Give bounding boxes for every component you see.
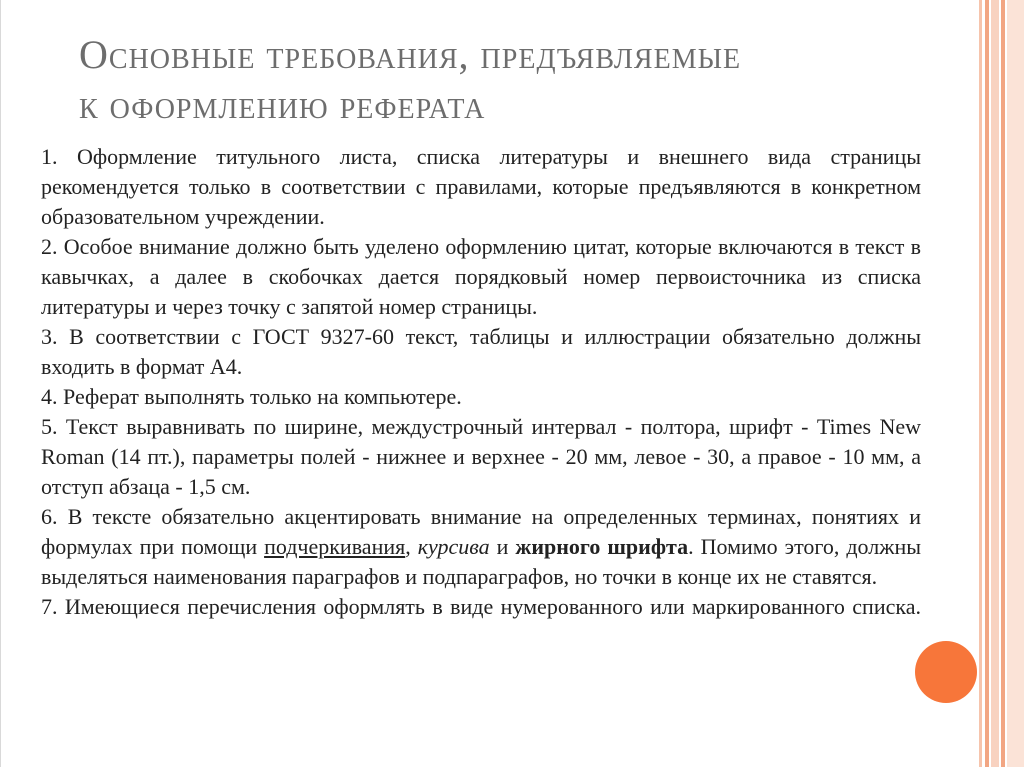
- list-item-7: 7. Имеющиеся перечисления оформлять в виде нумерованного или маркированного списка.: [41, 594, 921, 619]
- decorative-stripe: [991, 0, 999, 767]
- decorative-stripe: [1007, 0, 1024, 767]
- list-item-6-comma: ,: [405, 534, 418, 559]
- list-item-3: 3. В соответствии с ГОСТ 9327-60 текст, таблицы и иллюстрации обязательно должны входить в формат А4.: [41, 324, 921, 379]
- italic-term: курсива: [417, 534, 490, 559]
- list-item-1: 1. Оформление титульного листа, списка литературы и внешнего вида страницы рекомендуется только в соответствии с правилами, которые предъявляются в конкретном образовательном учреждении.: [41, 144, 921, 229]
- list-item-6-text-start: 6. В тексте обязательно акцентировать внимание на определенных терминах, понятиях и формулах при помощи: [41, 504, 921, 559]
- list-item-6-and: и: [489, 534, 516, 559]
- requirements-list: [41, 142, 921, 622]
- list-item-6: [41, 502, 921, 592]
- list-item-2: 2. Особое внимание должно быть уделено оформлению цитат, которые включаются в текст в кавычках, а далее в скобочках дается порядковый номер первоисточника из списка литературы и через точку с запятой номер страницы.: [41, 234, 921, 319]
- bold-term: жирного шрифта: [515, 534, 689, 559]
- decorative-stripe: [1001, 0, 1005, 767]
- decorative-stripe: [985, 0, 989, 767]
- decorative-stripe: [979, 0, 982, 767]
- slide-title-line1: Основные требования, предъявляемые: [79, 32, 742, 77]
- list-item-6-text-end: . Помимо этого, должны выделяться наименования параграфов и подпараграфов, но точки в конце их не ставятся.: [41, 534, 922, 589]
- underlined-term: подчеркивания: [264, 534, 406, 559]
- decorative-circle: [915, 641, 977, 703]
- slide-title: [79, 30, 939, 130]
- list-item-5: 5. Текст выравнивать по ширине, междустрочный интервал - полтора, шрифт - Times New Roman (14 пт.), параметры полей - нижнее и верхнее - 20 мм, левое - 30, а правое - 10 мм, а отступ абзаца - 1,5 см.: [41, 414, 921, 499]
- list-item-4: 4. Реферат выполнять только на компьютере.: [41, 384, 462, 409]
- slide-title-line2: к оформлению реферата: [79, 82, 486, 127]
